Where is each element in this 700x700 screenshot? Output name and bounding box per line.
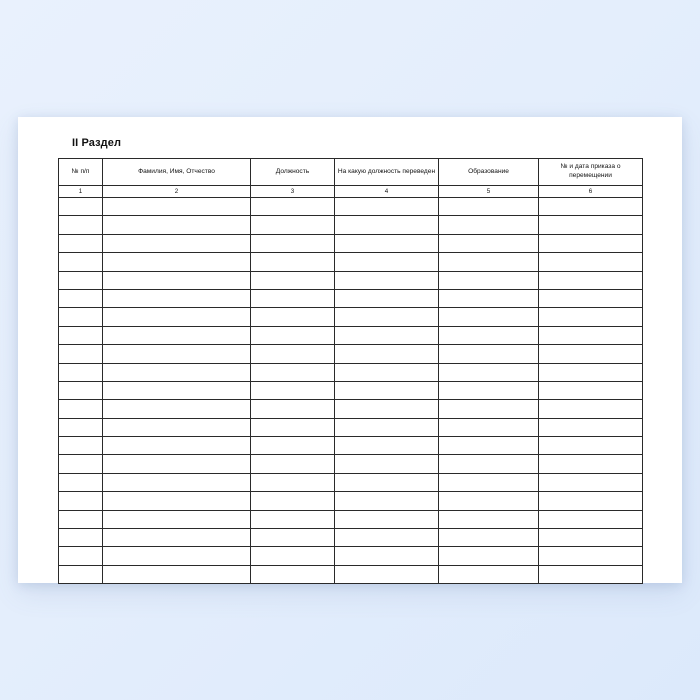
table-cell[interactable] bbox=[103, 271, 251, 289]
table-cell[interactable] bbox=[335, 271, 439, 289]
table-cell[interactable] bbox=[103, 473, 251, 491]
table-row[interactable] bbox=[59, 271, 643, 289]
table-row[interactable] bbox=[59, 492, 643, 510]
column-header-fullname: Фамилия, Имя, Отчество bbox=[103, 159, 251, 186]
table-cell[interactable] bbox=[439, 198, 539, 216]
table-cell[interactable] bbox=[335, 565, 439, 583]
table-row[interactable] bbox=[59, 308, 643, 326]
table-cell[interactable] bbox=[439, 437, 539, 455]
table-cell[interactable] bbox=[335, 492, 439, 510]
table-cell[interactable] bbox=[103, 345, 251, 363]
table-row[interactable] bbox=[59, 381, 643, 399]
table-cell[interactable] bbox=[251, 473, 335, 491]
table-cell[interactable] bbox=[439, 363, 539, 381]
table-cell[interactable] bbox=[439, 400, 539, 418]
table-cell[interactable] bbox=[539, 492, 643, 510]
table-cell[interactable] bbox=[59, 308, 103, 326]
table-cell[interactable] bbox=[59, 400, 103, 418]
table-cell[interactable] bbox=[59, 271, 103, 289]
table-cell[interactable] bbox=[251, 253, 335, 271]
table-row[interactable] bbox=[59, 510, 643, 528]
table-cell[interactable] bbox=[59, 216, 103, 234]
table-cell[interactable] bbox=[251, 308, 335, 326]
table-cell[interactable] bbox=[335, 308, 439, 326]
table-cell[interactable] bbox=[539, 363, 643, 381]
table-cell[interactable] bbox=[439, 455, 539, 473]
table-cell[interactable] bbox=[335, 400, 439, 418]
table-cell[interactable] bbox=[439, 473, 539, 491]
table-row[interactable] bbox=[59, 198, 643, 216]
table-cell[interactable] bbox=[59, 326, 103, 344]
table-cell[interactable] bbox=[103, 308, 251, 326]
table-cell[interactable] bbox=[103, 234, 251, 252]
table-cell[interactable] bbox=[103, 418, 251, 436]
header-row bbox=[59, 159, 643, 186]
page-content bbox=[58, 137, 642, 584]
table-row[interactable] bbox=[59, 529, 643, 547]
table-cell[interactable] bbox=[103, 455, 251, 473]
column-number-6: 6 bbox=[539, 186, 643, 198]
table-cell[interactable] bbox=[335, 253, 439, 271]
column-header-education: Образование bbox=[439, 159, 539, 186]
table-cell[interactable] bbox=[335, 437, 439, 455]
table-cell[interactable] bbox=[103, 326, 251, 344]
table-cell[interactable] bbox=[251, 271, 335, 289]
table-cell[interactable] bbox=[439, 529, 539, 547]
table-cell[interactable] bbox=[335, 547, 439, 565]
table-cell[interactable] bbox=[59, 289, 103, 307]
table-cell[interactable] bbox=[103, 565, 251, 583]
table-cell[interactable] bbox=[335, 198, 439, 216]
column-number-2: 2 bbox=[103, 186, 251, 198]
table-cell[interactable] bbox=[251, 326, 335, 344]
table-cell[interactable] bbox=[251, 565, 335, 583]
table-cell[interactable] bbox=[251, 529, 335, 547]
table-cell[interactable] bbox=[103, 529, 251, 547]
table-cell[interactable] bbox=[59, 198, 103, 216]
table-cell[interactable] bbox=[59, 455, 103, 473]
table-cell[interactable] bbox=[539, 418, 643, 436]
table-cell[interactable] bbox=[251, 363, 335, 381]
table-row[interactable] bbox=[59, 289, 643, 307]
table-row[interactable] bbox=[59, 473, 643, 491]
table-cell[interactable] bbox=[539, 565, 643, 583]
table-cell[interactable] bbox=[251, 198, 335, 216]
table-cell[interactable] bbox=[335, 216, 439, 234]
table-cell[interactable] bbox=[335, 510, 439, 528]
table-cell[interactable] bbox=[59, 253, 103, 271]
table-cell[interactable] bbox=[335, 326, 439, 344]
blank-rows-body bbox=[59, 198, 643, 584]
table-row[interactable] bbox=[59, 418, 643, 436]
table-cell[interactable] bbox=[335, 363, 439, 381]
table-cell[interactable] bbox=[439, 289, 539, 307]
table-cell[interactable] bbox=[439, 547, 539, 565]
column-number-5: 5 bbox=[439, 186, 539, 198]
table-cell[interactable] bbox=[539, 326, 643, 344]
table-cell[interactable] bbox=[539, 198, 643, 216]
table-cell[interactable] bbox=[251, 510, 335, 528]
column-number-4: 4 bbox=[335, 186, 439, 198]
table-cell[interactable] bbox=[103, 253, 251, 271]
table-cell[interactable] bbox=[59, 492, 103, 510]
document-page bbox=[18, 117, 682, 583]
table-cell[interactable] bbox=[103, 363, 251, 381]
column-number-1: 1 bbox=[59, 186, 103, 198]
table-cell[interactable] bbox=[539, 345, 643, 363]
table-cell[interactable] bbox=[59, 473, 103, 491]
column-header-transferred-to: На какую должность переведен bbox=[335, 159, 439, 186]
table-row[interactable] bbox=[59, 363, 643, 381]
table-cell[interactable] bbox=[103, 400, 251, 418]
table-cell[interactable] bbox=[251, 437, 335, 455]
table-cell[interactable] bbox=[59, 345, 103, 363]
column-number-row bbox=[59, 186, 643, 198]
table-row[interactable] bbox=[59, 437, 643, 455]
table-cell[interactable] bbox=[335, 234, 439, 252]
table-cell[interactable] bbox=[103, 216, 251, 234]
table-cell[interactable] bbox=[439, 234, 539, 252]
table-cell[interactable] bbox=[251, 289, 335, 307]
table-cell[interactable] bbox=[539, 381, 643, 399]
column-number-3: 3 bbox=[251, 186, 335, 198]
table-cell[interactable] bbox=[439, 308, 539, 326]
personnel-transfer-table bbox=[58, 158, 643, 584]
table-cell[interactable] bbox=[103, 492, 251, 510]
table-row[interactable] bbox=[59, 345, 643, 363]
table-cell[interactable] bbox=[335, 529, 439, 547]
table-cell[interactable] bbox=[439, 216, 539, 234]
table-cell[interactable] bbox=[59, 510, 103, 528]
table-cell[interactable] bbox=[59, 529, 103, 547]
table-row[interactable] bbox=[59, 547, 643, 565]
table-cell[interactable] bbox=[103, 547, 251, 565]
table-row[interactable] bbox=[59, 326, 643, 344]
table-cell[interactable] bbox=[251, 547, 335, 565]
table-cell[interactable] bbox=[251, 492, 335, 510]
table-cell[interactable] bbox=[539, 289, 643, 307]
column-header-position: Должность bbox=[251, 159, 335, 186]
table-cell[interactable] bbox=[439, 418, 539, 436]
table-cell[interactable] bbox=[103, 437, 251, 455]
table-cell[interactable] bbox=[103, 198, 251, 216]
table-cell[interactable] bbox=[335, 381, 439, 399]
table-cell[interactable] bbox=[59, 565, 103, 583]
table-row[interactable] bbox=[59, 216, 643, 234]
table-cell[interactable] bbox=[439, 565, 539, 583]
table-cell[interactable] bbox=[59, 234, 103, 252]
table-cell[interactable] bbox=[539, 253, 643, 271]
table-cell[interactable] bbox=[439, 381, 539, 399]
table-row[interactable] bbox=[59, 565, 643, 583]
table-cell[interactable] bbox=[439, 253, 539, 271]
table-cell[interactable] bbox=[59, 437, 103, 455]
table-cell[interactable] bbox=[59, 381, 103, 399]
table-cell[interactable] bbox=[103, 381, 251, 399]
table-cell[interactable] bbox=[539, 216, 643, 234]
table-cell[interactable] bbox=[59, 363, 103, 381]
table-cell[interactable] bbox=[251, 345, 335, 363]
table-cell[interactable] bbox=[539, 473, 643, 491]
table-cell[interactable] bbox=[335, 455, 439, 473]
table-cell[interactable] bbox=[539, 400, 643, 418]
table-cell[interactable] bbox=[335, 473, 439, 491]
table-cell[interactable] bbox=[439, 510, 539, 528]
table-cell[interactable] bbox=[335, 289, 439, 307]
table-cell[interactable] bbox=[539, 529, 643, 547]
table-cell[interactable] bbox=[439, 492, 539, 510]
table-row[interactable] bbox=[59, 400, 643, 418]
table-cell[interactable] bbox=[439, 326, 539, 344]
table-row[interactable] bbox=[59, 455, 643, 473]
table-cell[interactable] bbox=[539, 437, 643, 455]
column-header-order-number-date: № и дата приказа о перемещении bbox=[539, 159, 643, 186]
table-cell[interactable] bbox=[251, 455, 335, 473]
table-cell[interactable] bbox=[539, 308, 643, 326]
table-cell[interactable] bbox=[103, 510, 251, 528]
table-cell[interactable] bbox=[103, 289, 251, 307]
table-cell[interactable] bbox=[539, 234, 643, 252]
table-cell[interactable] bbox=[439, 345, 539, 363]
table-cell[interactable] bbox=[251, 418, 335, 436]
table-row[interactable] bbox=[59, 234, 643, 252]
table-cell[interactable] bbox=[539, 455, 643, 473]
table-cell[interactable] bbox=[539, 510, 643, 528]
table-cell[interactable] bbox=[539, 271, 643, 289]
table-body bbox=[59, 186, 643, 198]
table-cell[interactable] bbox=[539, 547, 643, 565]
table-cell[interactable] bbox=[59, 418, 103, 436]
table-cell[interactable] bbox=[59, 547, 103, 565]
table-cell[interactable] bbox=[439, 271, 539, 289]
page-title: II Раздел bbox=[72, 137, 122, 149]
column-header-number: № п/п bbox=[59, 159, 103, 186]
table-cell[interactable] bbox=[251, 381, 335, 399]
table-cell[interactable] bbox=[335, 345, 439, 363]
table-cell[interactable] bbox=[251, 216, 335, 234]
table-cell[interactable] bbox=[335, 418, 439, 436]
table-row[interactable] bbox=[59, 253, 643, 271]
table-cell[interactable] bbox=[251, 400, 335, 418]
table-header bbox=[59, 159, 643, 186]
table-cell[interactable] bbox=[251, 234, 335, 252]
